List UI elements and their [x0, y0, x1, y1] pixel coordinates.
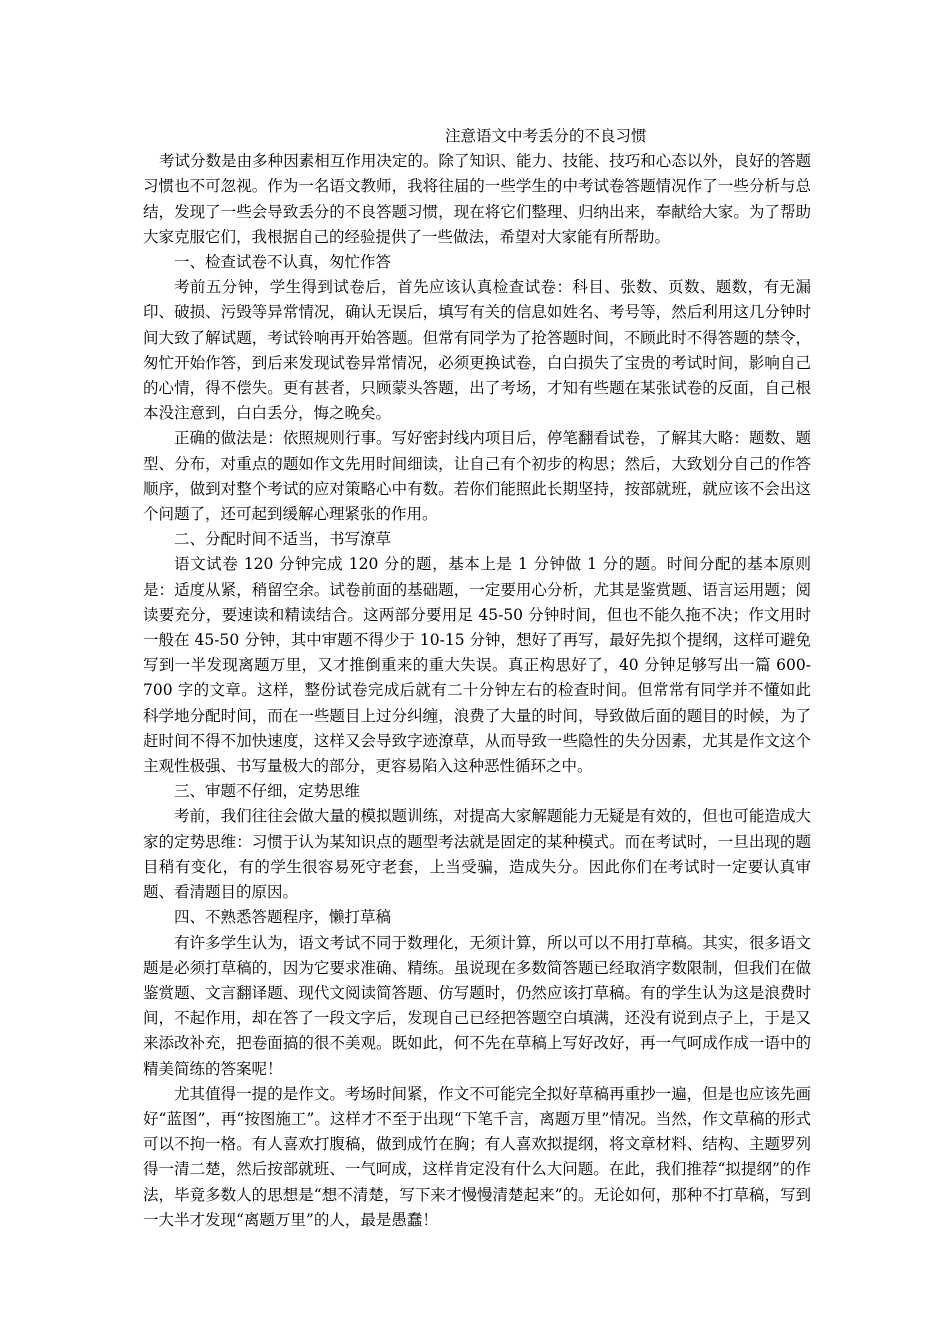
body-paragraph: 考前，我们往往会做大量的模拟题训练，对提高大家解题能力无疑是有效的，但也可能造成大家的定势思维：习惯于认为某知识点的题型考法就是固定的某种模式。而在考试时，一旦出现的题目稍有变化，有的学生很容易死守老套，上当受骗，造成失分。因此你们在考试时一定要认真审题、看清题目的原因。: [143, 807, 811, 902]
body-paragraph: 语文试卷 120 分钟完成 120 分的题，基本上是 1 分钟做 1 分的题。时间分配的基本原则是：适度从紧，稍留空余。试卷前面的基础题，一定要用心分析，尤其是鉴赏题、语言运用题；阅读要充分，要速读和精读结合。这两部分要用足 45-50 分钟时间，但也不能久拖不决；作文用时一般在 45-50 分钟，其中审题不得少于 10-15 分钟，想好了再写，最好先拟个提纲，这样可避免写到一半发现离题万里，又才推倒重来的重大失误。真正构思好了，40 分钟足够写出一篇 600-700 字的文章。这样，整份试卷完成后就有二十分钟左右的检查时间。但常常有同学并不懂如此科学地分配时间，而在一些题目上过分纠缠，浪费了大量的时间，导致做后面的题目的时候，为了赶时间不得不加快速度，这样又会导致字迹潦草，从而导致一些隐性的失分因素，尤其是作文这个主观性极强、书写量极大的部分，更容易陷入这种恶性循环之中。: [143, 555, 811, 776]
body-paragraph: 考前五分钟，学生得到试卷后，首先应该认真检查试卷：科目、张数、页数、题数，有无漏印、破损、污毁等异常情况，确认无误后，填写有关的信息如姓名、考号等，然后利用这几分钟时间大致了解试题，考试铃响再开始答题。但常有同学为了抢答题时间，不顾此时不得答题的禁令，匆忙开始作答，到后来发现试卷异常情况，必须更换试卷，白白损失了宝贵的考试时间，影响自己的心情，得不偿失。更有甚者，只顾蒙头答题，出了考场，才知有些题在某张试卷的反面，自己根本没注意到，白白丢分，悔之晚矣。: [143, 278, 811, 423]
body-paragraph: 尤其值得一提的是作文。考场时间紧，作文不可能完全拟好草稿再重抄一遍，但是也应该先画好“蓝图”，再“按图施工”。这样才不至于出现“下笔千言，离题万里”情况。当然，作文草稿的形式可以不拘一格。有人喜欢打腹稿，做到成竹在胸；有人喜欢拟提纲，将文章材料、结构、主题罗列得一清二楚，然后按部就班、一气呵成，这样肯定没有什么大问题。在此，我们推荐“拟提纲”的作法，毕竟多数人的思想是“想不清楚，写下来才慢慢清楚起来”的。无论如何，那种不打草稿，写到一大半才发现“离题万里”的人，最是愚蠢！: [143, 1084, 811, 1229]
document-title: 注意语文中考丢分的不良习惯: [445, 127, 647, 145]
section-heading-3: 三、审题不仔细，定势思维: [174, 782, 361, 801]
body-paragraph: 有许多学生认为，语文考试不同于数理化，无须计算，所以可以不用打草稿。其实，很多语文题是必须打草稿的，因为它要求准确、精练。虽说现在多数简答题已经取消字数限制，但我们在做鉴赏题、文言翻译题、现代文阅读简答题、仿写题时，仍然应该打草稿。有的学生认为这是浪费时间，不起作用，却在答了一段文字后，发现自己已经把答题空白填满，还没有说到点子上，于是又来添改补充，把卷面搞的很不美观。既如此，何不先在草稿上写好改好，再一气呵成作成一语中的精美简练的答案呢！: [143, 933, 811, 1078]
section-heading-4: 四、不熟悉答题程序，懒打草稿: [174, 908, 392, 927]
section-heading-2: 二、分配时间不适当，书写潦草: [174, 530, 392, 549]
document-page: [143, 124, 811, 1233]
intro-paragraph: 考试分数是由多种因素相互作用决定的。除了知识、能力、技能、技巧和心态以外，良好的答题习惯也不可忽视。作为一名语文教师，我将往届的一些学生的中考试卷答题情况作了一些分析与总结，发现了一些会导致丢分的不良答题习惯，现在将它们整理、归纳出来，奉献给大家。为了帮助大家克服它们，我根据自己的经验提供了一些做法，希望对大家能有所帮助。: [143, 152, 811, 246]
section-heading-1: 一、检查试卷不认真，匆忙作答: [174, 253, 392, 272]
body-paragraph: 正确的做法是：依照规则行事。写好密封线内项目后，停笔翻看试卷，了解其大略：题数、题型、分布，对重点的题如作文先用时间细读，让自己有个初步的构思；然后，大致划分自己的作答顺序，做到对整个考试的应对策略心中有数。若你们能照此长期坚持，按部就班，就应该不会出这个问题了，还可起到缓解心理紧张的作用。: [143, 429, 811, 524]
